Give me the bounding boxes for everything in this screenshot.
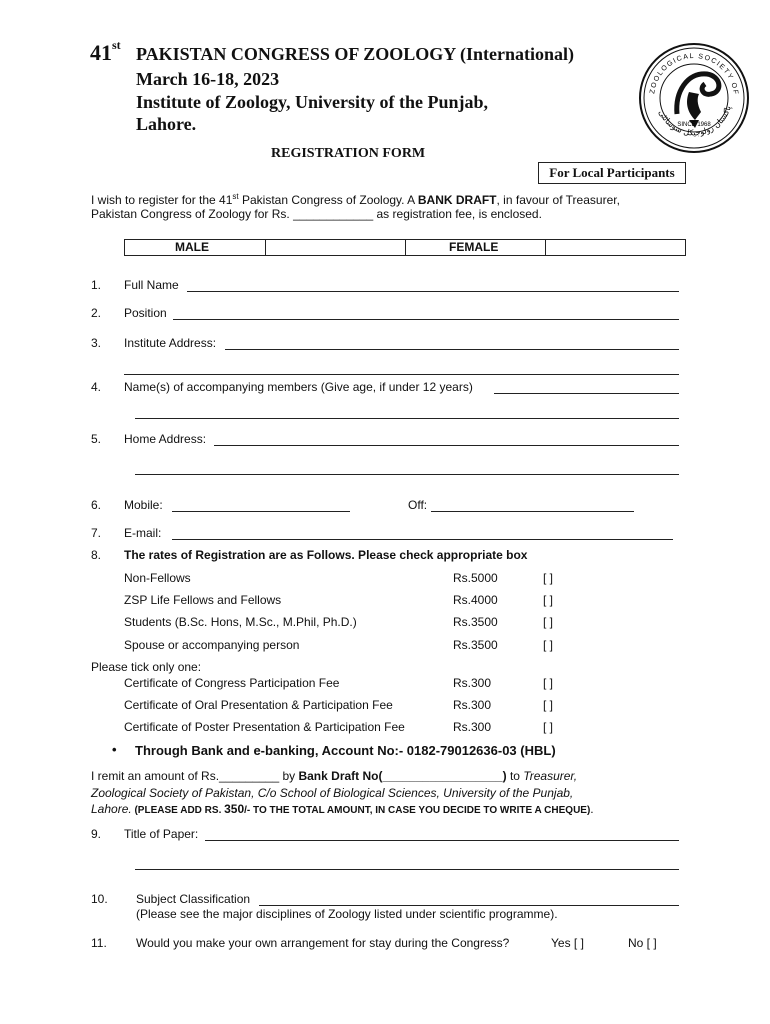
gender-female-label: FEMALE xyxy=(449,240,499,254)
full-name-label: Full Name xyxy=(124,278,179,292)
rates-heading: The rates of Registration are as Follows. Please check appropriate box xyxy=(124,548,528,562)
accompanying-field[interactable] xyxy=(494,380,679,394)
paper-title-field-2[interactable] xyxy=(135,856,679,870)
certificate-amount: Rs.300 xyxy=(453,720,492,734)
rate-amount: Rs.3500 xyxy=(453,615,498,629)
email-label: E-mail: xyxy=(124,526,162,540)
local-participants-badge: For Local Participants xyxy=(538,162,686,184)
female-checkbox-cell[interactable] xyxy=(546,240,685,255)
congress-venue: Institute of Zoology, University of the Punjab, xyxy=(136,92,489,112)
paper-title-label: Title of Paper: xyxy=(124,827,199,841)
gender-table xyxy=(124,239,686,256)
item-number-10: 10. xyxy=(91,892,108,906)
item-number-2: 2. xyxy=(91,306,102,320)
office-label: Off: xyxy=(408,498,428,512)
item-number-3: 3. xyxy=(91,336,102,350)
congress-number xyxy=(90,40,121,66)
institute-address-field-2[interactable] xyxy=(124,361,679,375)
bank-account-line: Through Bank and e-banking, Account No:- 0182-79012636-03 (HBL) xyxy=(135,743,556,758)
certificate-checkbox[interactable]: [ ] xyxy=(543,720,554,734)
institute-address-label: Institute Address: xyxy=(124,336,217,350)
certificate-label: Certificate of Congress Participation Fee xyxy=(124,676,340,690)
remit-line-3: Lahore. (PLEASE ADD RS. 350/- TO THE TOTAL AMOUNT, IN CASE YOU DECIDE TO WRITE A CHEQUE). xyxy=(91,802,594,816)
item-number-8: 8. xyxy=(91,548,102,562)
rate-label: Non-Fellows xyxy=(124,571,191,585)
bullet-icon: • xyxy=(112,742,117,757)
certificate-label: Certificate of Poster Presentation & Participation Fee xyxy=(124,720,405,734)
rate-amount: Rs.5000 xyxy=(453,571,498,585)
certificate-amount: Rs.300 xyxy=(453,698,492,712)
congress-city: Lahore. xyxy=(136,114,197,134)
item-number-5: 5. xyxy=(91,432,102,446)
rate-checkbox[interactable]: [ ] xyxy=(543,615,554,629)
position-field[interactable] xyxy=(173,306,679,320)
rate-checkbox[interactable]: [ ] xyxy=(543,571,554,585)
svg-text:ZOOLOGICAL SOCIETY OF PAKISTAN: ZOOLOGICAL SOCIETY OF xyxy=(649,52,739,96)
rate-label: ZSP Life Fellows and Fellows xyxy=(124,593,282,607)
rate-label: Spouse or accompanying person xyxy=(124,638,300,652)
number-suffix: st xyxy=(112,38,121,52)
institute-address-field[interactable] xyxy=(225,336,679,350)
full-name-field[interactable] xyxy=(187,278,679,292)
accompanying-field-2[interactable] xyxy=(135,405,679,419)
item-number-4: 4. xyxy=(91,380,102,394)
paper-title-field[interactable] xyxy=(205,827,679,841)
stay-no-checkbox[interactable]: No [ ] xyxy=(628,936,657,950)
subject-classification-label: Subject Classification xyxy=(136,892,251,906)
office-field[interactable] xyxy=(431,498,634,512)
intro-line-2: Pakistan Congress of Zoology for Rs. ____________ as registration fee, is enclosed. xyxy=(91,207,542,221)
item-number-9: 9. xyxy=(91,827,102,841)
tick-heading: Please tick only one: xyxy=(91,660,202,674)
rate-checkbox[interactable]: [ ] xyxy=(543,638,554,652)
zsp-logo xyxy=(637,42,751,154)
male-checkbox-cell[interactable] xyxy=(266,240,405,255)
item-number-1: 1. xyxy=(91,278,102,292)
zsp-seal-icon xyxy=(637,42,751,154)
number-text: 41 xyxy=(90,40,112,65)
certificate-checkbox[interactable]: [ ] xyxy=(543,676,554,690)
mobile-label: Mobile: xyxy=(124,498,163,512)
item-number-6: 6. xyxy=(91,498,102,512)
stay-yes-checkbox[interactable]: Yes [ ] xyxy=(551,936,584,950)
item-number-7: 7. xyxy=(91,526,102,540)
svg-text:پاکستان زولوجیکل سوسائٹی: پاکستان زولوجیکل سوسائٹی xyxy=(656,104,733,138)
form-title: REGISTRATION FORM xyxy=(271,146,426,161)
congress-dates: March 16-18, 2023 xyxy=(136,69,280,89)
subject-note: (Please see the major disciplines of Zoology listed under scientific programme). xyxy=(136,907,558,921)
gender-male-label: MALE xyxy=(175,240,209,254)
svg-text:SINCE 1968: SINCE 1968 xyxy=(677,122,711,128)
accompanying-label: Name(s) of accompanying members (Give age, if under 12 years) xyxy=(124,380,473,394)
certificate-checkbox[interactable]: [ ] xyxy=(543,698,554,712)
stay-question: Would you make your own arrangement for stay during the Congress? xyxy=(136,936,510,950)
congress-title: PAKISTAN CONGRESS OF ZOOLOGY (International) xyxy=(136,44,575,64)
subject-classification-field[interactable] xyxy=(259,892,679,906)
remit-line-2: Zoological Society of Pakistan, C/o School of Biological Sciences, University of the Punjab, xyxy=(91,786,574,800)
mobile-field[interactable] xyxy=(172,498,350,512)
email-field[interactable] xyxy=(172,526,673,540)
home-address-field-2[interactable] xyxy=(135,461,679,475)
rate-amount: Rs.3500 xyxy=(453,638,498,652)
item-number-11: 11. xyxy=(91,936,107,950)
home-address-label: Home Address: xyxy=(124,432,207,446)
certificate-amount: Rs.300 xyxy=(453,676,492,690)
intro-line-1: I wish to register for the 41st Pakistan Congress of Zoology. A BANK DRAFT, in favour of Treasurer, xyxy=(91,192,620,207)
rate-label: Students (B.Sc. Hons, M.Sc., M.Phil, Ph.D.) xyxy=(124,615,357,629)
position-label: Position xyxy=(124,306,167,320)
rate-amount: Rs.4000 xyxy=(453,593,498,607)
remit-line-1: I remit an amount of Rs._________ by Bank Draft No(__________________) to Treasurer, xyxy=(91,769,578,783)
certificate-label: Certificate of Oral Presentation & Participation Fee xyxy=(124,698,393,712)
rate-checkbox[interactable]: [ ] xyxy=(543,593,554,607)
home-address-field[interactable] xyxy=(214,432,679,446)
